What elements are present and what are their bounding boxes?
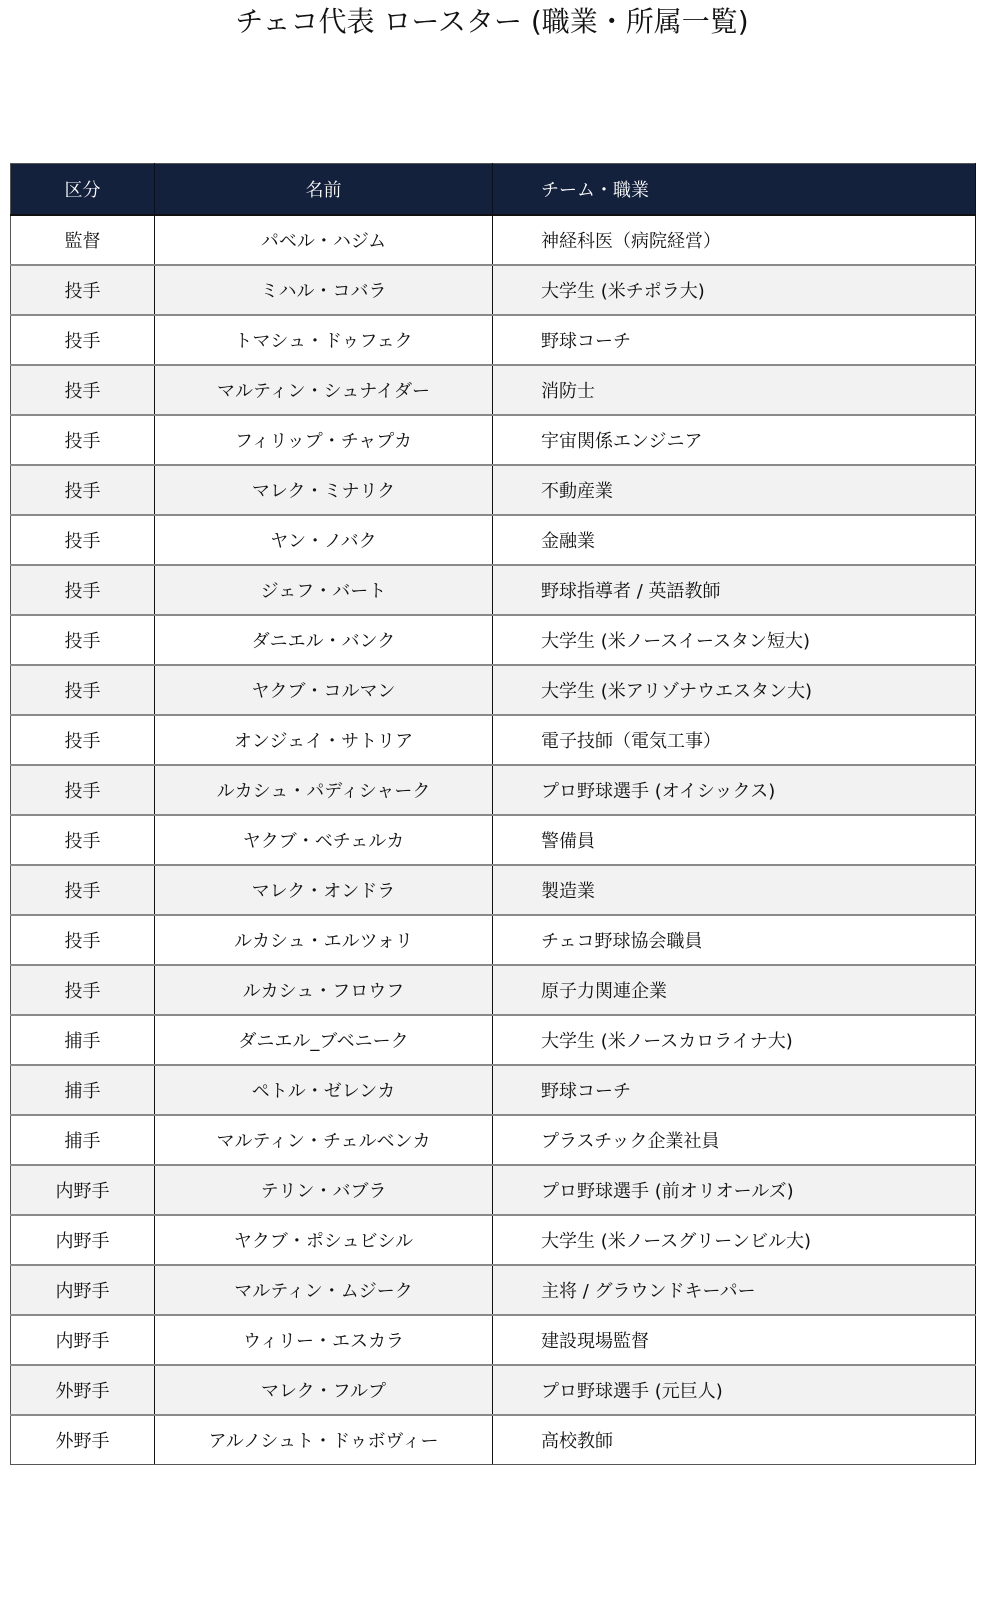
cell-category: 内野手 — [11, 1165, 155, 1215]
cell-category: 投手 — [11, 465, 155, 515]
table-row — [11, 1115, 976, 1165]
cell-occupation: プロ野球選手 (オイシックス) — [493, 765, 976, 815]
table-row — [11, 615, 976, 665]
table-row — [11, 765, 976, 815]
cell-category: 外野手 — [11, 1415, 155, 1465]
cell-occupation: 大学生 (米チポラ大) — [493, 265, 976, 315]
cell-occupation: 主将 / グラウンドキーパー — [493, 1265, 976, 1315]
table-row — [11, 1365, 976, 1415]
table-row — [11, 965, 976, 1015]
cell-occupation: 原子力関連企業 — [493, 965, 976, 1015]
table-row — [11, 815, 976, 865]
cell-name: パベル・ハジム — [155, 215, 493, 265]
table-row — [11, 515, 976, 565]
column-header-category: 区分 — [11, 164, 155, 216]
cell-occupation: 神経科医（病院経営） — [493, 215, 976, 265]
table-row — [11, 565, 976, 615]
cell-name: ペトル・ゼレンカ — [155, 1065, 493, 1115]
cell-name: ルカシュ・フロウフ — [155, 965, 493, 1015]
header-row — [11, 164, 976, 216]
table-row — [11, 1015, 976, 1065]
cell-occupation: 宇宙関係エンジニア — [493, 415, 976, 465]
cell-occupation: 大学生 (米ノースカロライナ大) — [493, 1015, 976, 1065]
cell-category: 投手 — [11, 615, 155, 665]
table-header — [11, 164, 976, 216]
cell-name: トマシュ・ドゥフェク — [155, 315, 493, 365]
cell-name: ジェフ・バート — [155, 565, 493, 615]
cell-occupation: 消防士 — [493, 365, 976, 415]
cell-occupation: 金融業 — [493, 515, 976, 565]
cell-category: 捕手 — [11, 1065, 155, 1115]
table-row — [11, 865, 976, 915]
cell-name: ヤクブ・ベチェルカ — [155, 815, 493, 865]
cell-category: 内野手 — [11, 1215, 155, 1265]
cell-occupation: 野球コーチ — [493, 1065, 976, 1115]
cell-name: ウィリー・エスカラ — [155, 1315, 493, 1365]
cell-occupation: 電子技師（電気工事） — [493, 715, 976, 765]
cell-category: 投手 — [11, 365, 155, 415]
cell-category: 投手 — [11, 665, 155, 715]
cell-category: 投手 — [11, 865, 155, 915]
table-row — [11, 1065, 976, 1115]
cell-occupation: 大学生 (米ノースイースタン短大) — [493, 615, 976, 665]
cell-name: マルティン・チェルベンカ — [155, 1115, 493, 1165]
table-row — [11, 665, 976, 715]
table-row — [11, 265, 976, 315]
cell-occupation: 製造業 — [493, 865, 976, 915]
cell-name: オンジェイ・サトリア — [155, 715, 493, 765]
cell-occupation: 野球コーチ — [493, 315, 976, 365]
cell-name: マレク・オンドラ — [155, 865, 493, 915]
cell-category: 内野手 — [11, 1315, 155, 1365]
cell-occupation: 高校教師 — [493, 1415, 976, 1465]
cell-category: 捕手 — [11, 1015, 155, 1065]
cell-category: 投手 — [11, 565, 155, 615]
column-header-occupation: チーム・職業 — [493, 164, 976, 216]
cell-category: 監督 — [11, 215, 155, 265]
page-title: チェコ代表 ロースター (職業・所属一覧) — [235, 5, 749, 38]
cell-name: マルティン・ムジーク — [155, 1265, 493, 1315]
cell-name: ヤクブ・ポシュビシル — [155, 1215, 493, 1265]
cell-category: 投手 — [11, 965, 155, 1015]
cell-category: 投手 — [11, 415, 155, 465]
roster-table — [10, 163, 976, 1465]
cell-name: ルカシュ・エルツォリ — [155, 915, 493, 965]
table-row — [11, 1165, 976, 1215]
table-row — [11, 415, 976, 465]
cell-category: 投手 — [11, 915, 155, 965]
cell-occupation: 建設現場監督 — [493, 1315, 976, 1365]
cell-category: 投手 — [11, 815, 155, 865]
cell-name: マルティン・シュナイダー — [155, 365, 493, 415]
cell-name: マレク・ミナリク — [155, 465, 493, 515]
cell-category: 投手 — [11, 265, 155, 315]
cell-occupation: 大学生 (米ノースグリーンビル大) — [493, 1215, 976, 1265]
cell-name: ヤン・ノバク — [155, 515, 493, 565]
table-row — [11, 1215, 976, 1265]
cell-occupation: 大学生 (米アリゾナウエスタン大) — [493, 665, 976, 715]
cell-category: 捕手 — [11, 1115, 155, 1165]
cell-occupation: 野球指導者 / 英語教師 — [493, 565, 976, 615]
cell-name: ダニエル・バンク — [155, 615, 493, 665]
cell-name: アルノシュト・ドゥボヴィー — [155, 1415, 493, 1465]
column-header-name: 名前 — [155, 164, 493, 216]
table-row — [11, 715, 976, 765]
cell-name: ミハル・コバラ — [155, 265, 493, 315]
cell-name: ダニエル_ブベニーク — [155, 1015, 493, 1065]
cell-category: 投手 — [11, 715, 155, 765]
table-body — [11, 215, 976, 1465]
cell-occupation: プラスチック企業社員 — [493, 1115, 976, 1165]
table-row — [11, 1265, 976, 1315]
table-row — [11, 365, 976, 415]
cell-category: 外野手 — [11, 1365, 155, 1415]
cell-occupation: 不動産業 — [493, 465, 976, 515]
cell-occupation: チェコ野球協会職員 — [493, 915, 976, 965]
table-row — [11, 315, 976, 365]
cell-occupation: 警備員 — [493, 815, 976, 865]
cell-category: 内野手 — [11, 1265, 155, 1315]
cell-category: 投手 — [11, 315, 155, 365]
cell-name: マレク・フルプ — [155, 1365, 493, 1415]
table-row — [11, 1415, 976, 1465]
table-row — [11, 465, 976, 515]
table-row — [11, 1315, 976, 1365]
cell-category: 投手 — [11, 515, 155, 565]
cell-occupation: プロ野球選手 (元巨人) — [493, 1365, 976, 1415]
cell-category: 投手 — [11, 765, 155, 815]
cell-name: ルカシュ・パディシャーク — [155, 765, 493, 815]
cell-occupation: プロ野球選手 (前オリオールズ) — [493, 1165, 976, 1215]
cell-name: フィリップ・チャプカ — [155, 415, 493, 465]
cell-name: テリン・バブラ — [155, 1165, 493, 1215]
cell-name: ヤクブ・コルマン — [155, 665, 493, 715]
table-row — [11, 915, 976, 965]
table-row — [11, 215, 976, 265]
